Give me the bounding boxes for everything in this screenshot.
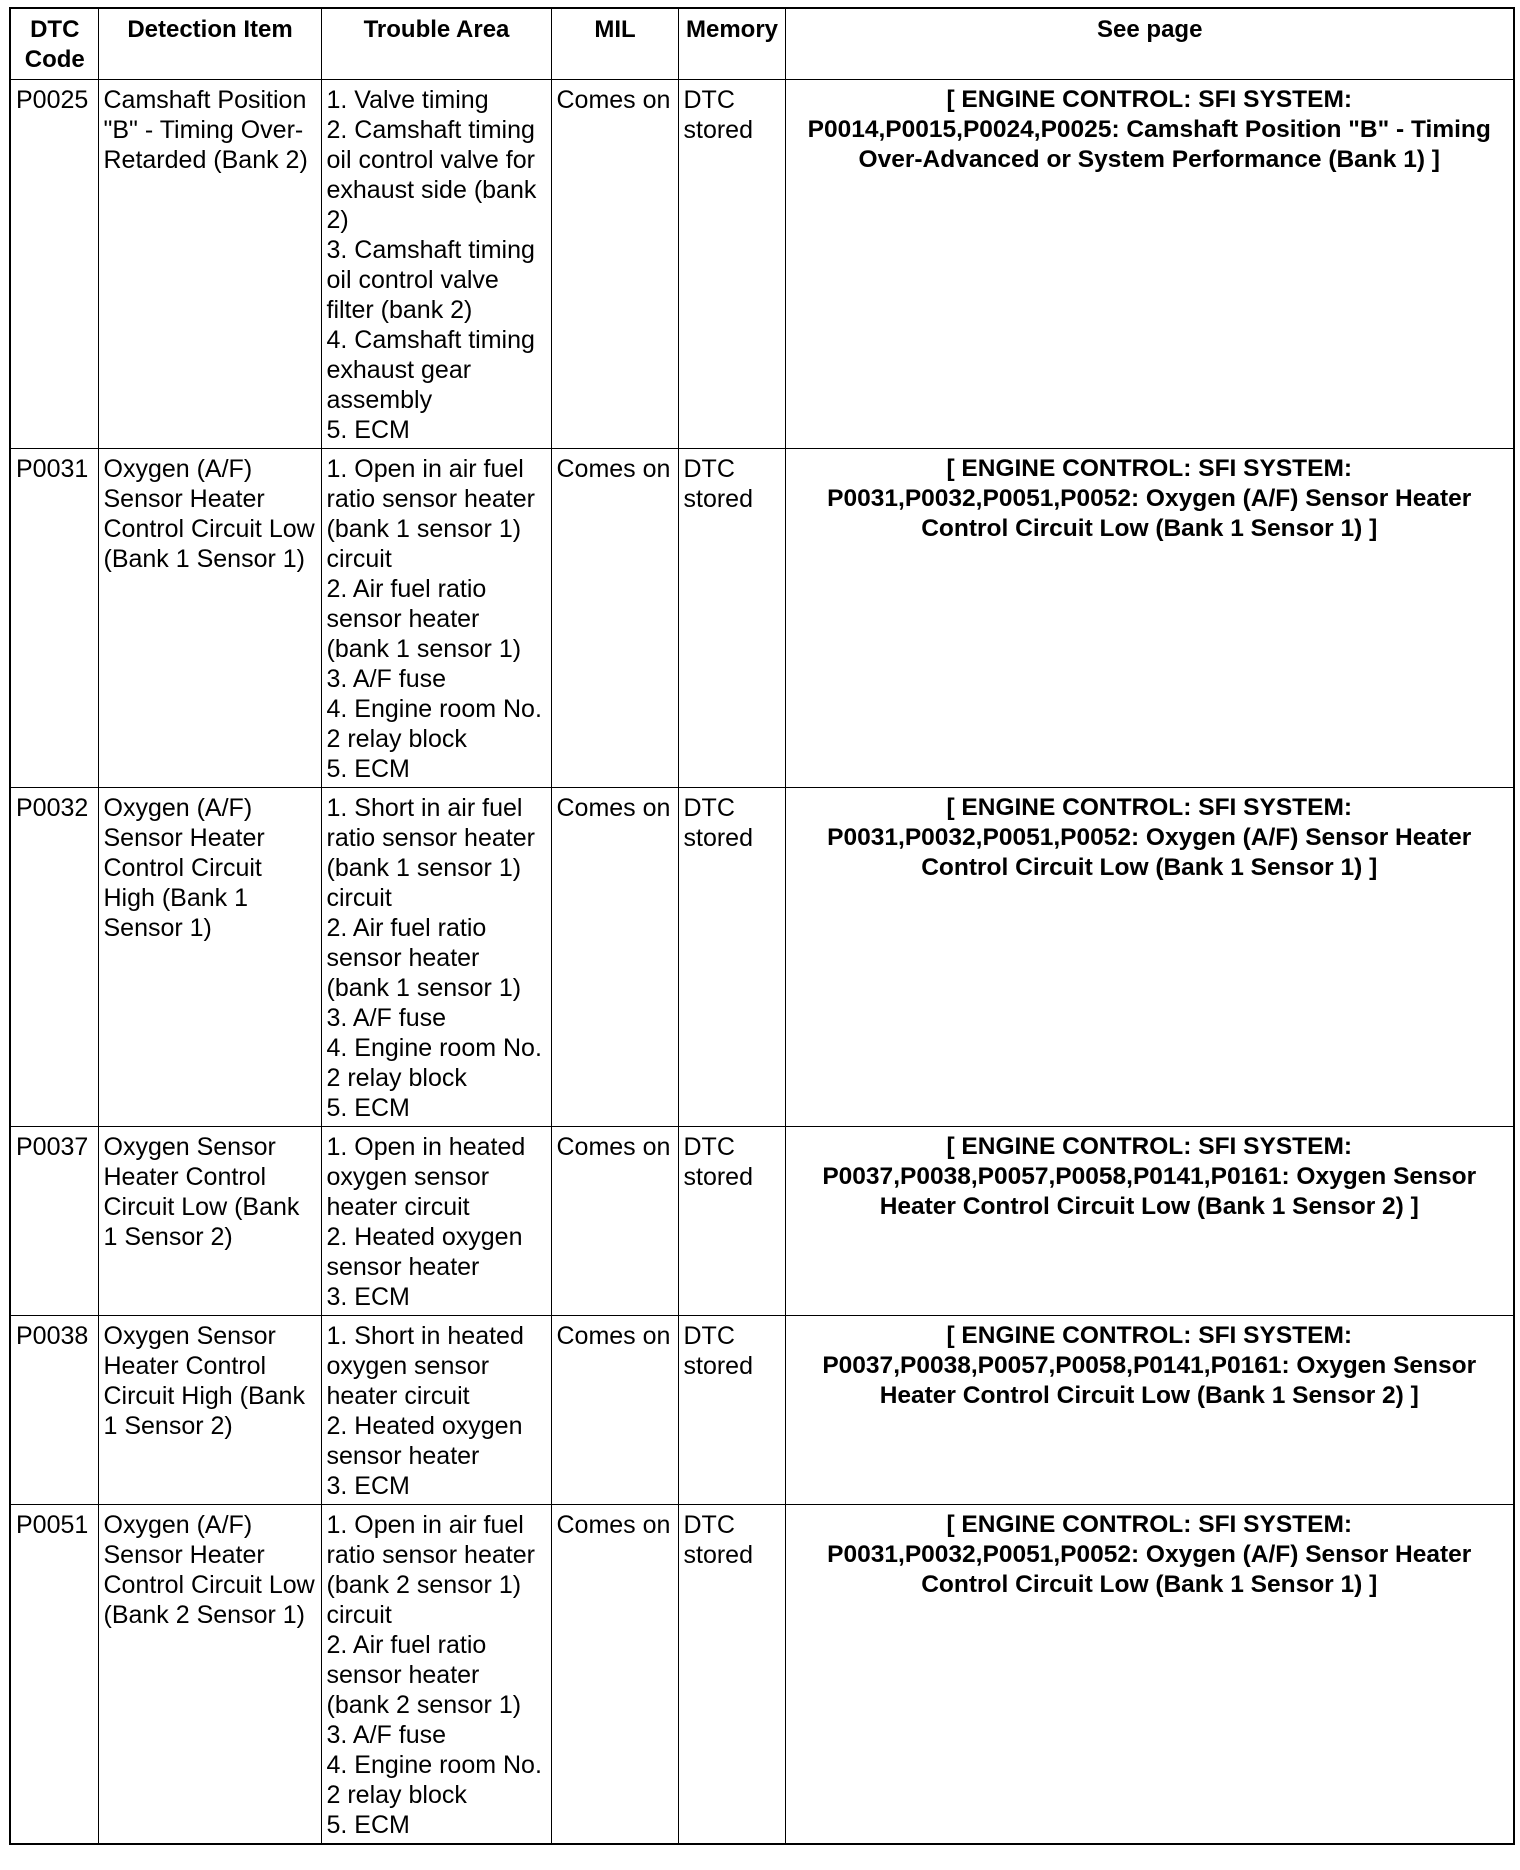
header-dtc-code: DTC Code [10, 8, 98, 80]
header-trouble-area: Trouble Area [321, 8, 551, 80]
see-page-link[interactable]: [ ENGINE CONTROL: SFI SYSTEM: P0037,P0038,P0057,P0058,P0141,P0161: Oxygen Sensor Heater Control Circuit Low (Bank 1 Sensor 2) ] [785, 1127, 1514, 1316]
dtc-code-cell: P0038 [10, 1316, 98, 1505]
mil-cell: Comes on [551, 1505, 678, 1845]
table-row [10, 80, 1514, 449]
mil-cell: Comes on [551, 788, 678, 1127]
memory-cell: DTC stored [678, 788, 785, 1127]
trouble-area-cell [321, 1316, 551, 1505]
see-page-link[interactable]: [ ENGINE CONTROL: SFI SYSTEM: P0031,P0032,P0051,P0052: Oxygen (A/F) Sensor Heater Control Circuit Low (Bank 1 Sensor 1) ] [785, 1505, 1514, 1845]
mil-cell: Comes on [551, 1316, 678, 1505]
trouble-area-item: 1. Short in air fuel ratio sensor heater (bank 1 sensor 1) circuit [326, 794, 535, 912]
memory-cell: DTC stored [678, 449, 785, 788]
dtc-table [9, 7, 1515, 1845]
memory-cell: DTC stored [678, 1316, 785, 1505]
header-see-page: See page [785, 8, 1514, 80]
detection-item-cell: Oxygen Sensor Heater Control Circuit High (Bank 1 Sensor 2) [98, 1316, 321, 1505]
dtc-code-cell: P0031 [10, 449, 98, 788]
table-row [10, 788, 1514, 1127]
detection-item-cell: Oxygen (A/F) Sensor Heater Control Circuit Low (Bank 2 Sensor 1) [98, 1505, 321, 1845]
trouble-area-cell [321, 80, 551, 449]
see-page-link[interactable]: [ ENGINE CONTROL: SFI SYSTEM: P0037,P0038,P0057,P0058,P0141,P0161: Oxygen Sensor Heater Control Circuit Low (Bank 1 Sensor 2) ] [785, 1316, 1514, 1505]
header-detection-item: Detection Item [98, 8, 321, 80]
memory-cell: DTC stored [678, 1505, 785, 1845]
see-page-link[interactable]: [ ENGINE CONTROL: SFI SYSTEM: P0031,P0032,P0051,P0052: Oxygen (A/F) Sensor Heater Control Circuit Low (Bank 1 Sensor 1) ] [785, 449, 1514, 788]
trouble-area-item: 2. Heated oxygen sensor heater [326, 1412, 523, 1470]
header-memory: Memory [678, 8, 785, 80]
mil-cell: Comes on [551, 80, 678, 449]
trouble-area-item: 4. Engine room No. 2 relay block [326, 1751, 542, 1809]
detection-item-cell: Oxygen Sensor Heater Control Circuit Low (Bank 1 Sensor 2) [98, 1127, 321, 1316]
trouble-area-item: 1. Open in air fuel ratio sensor heater (bank 2 sensor 1) circuit [326, 1511, 535, 1629]
trouble-area-item: 5. ECM [326, 416, 410, 444]
trouble-area-item: 1. Valve timing [326, 86, 489, 114]
trouble-area-item: 3. A/F fuse [326, 1004, 447, 1032]
trouble-area-item: 3. A/F fuse [326, 1721, 447, 1749]
trouble-area-item: 1. Short in heated oxygen sensor heater circuit [326, 1322, 524, 1410]
mil-cell: Comes on [551, 449, 678, 788]
table-row [10, 449, 1514, 788]
trouble-area-item: 1. Open in air fuel ratio sensor heater (bank 1 sensor 1) circuit [326, 455, 535, 573]
trouble-area-item: 1. Open in heated oxygen sensor heater circuit [326, 1133, 526, 1221]
trouble-area-item: 2. Camshaft timing oil control valve for exhaust side (bank 2) [326, 116, 537, 234]
trouble-area-cell [321, 1127, 551, 1316]
trouble-area-item: 3. A/F fuse [326, 665, 447, 693]
trouble-area-cell [321, 449, 551, 788]
trouble-area-item: 3. ECM [326, 1283, 410, 1311]
see-page-link[interactable]: [ ENGINE CONTROL: SFI SYSTEM: P0014,P0015,P0024,P0025: Camshaft Position "B" - Timing Over-Advanced or System Performance (Bank 1) ] [785, 80, 1514, 449]
trouble-area-item: 2. Air fuel ratio sensor heater (bank 2 sensor 1) [326, 1631, 522, 1719]
mil-cell: Comes on [551, 1127, 678, 1316]
header-mil: MIL [551, 8, 678, 80]
dtc-code-cell: P0032 [10, 788, 98, 1127]
trouble-area-item: 5. ECM [326, 1094, 410, 1122]
dtc-table-page [9, 7, 1513, 1845]
detection-item-cell: Oxygen (A/F) Sensor Heater Control Circuit High (Bank 1 Sensor 1) [98, 788, 321, 1127]
dtc-code-cell: P0037 [10, 1127, 98, 1316]
dtc-code-cell: P0025 [10, 80, 98, 449]
table-row [10, 1505, 1514, 1845]
table-header-row [10, 8, 1514, 80]
trouble-area-item: 5. ECM [326, 1811, 410, 1839]
trouble-area-item: 4. Engine room No. 2 relay block [326, 695, 542, 753]
trouble-area-item: 4. Camshaft timing exhaust gear assembly [326, 326, 535, 414]
table-body [10, 80, 1514, 1845]
trouble-area-cell [321, 1505, 551, 1845]
trouble-area-item: 3. Camshaft timing oil control valve filter (bank 2) [326, 236, 535, 324]
memory-cell: DTC stored [678, 80, 785, 449]
trouble-area-item: 3. ECM [326, 1472, 410, 1500]
trouble-area-cell [321, 788, 551, 1127]
see-page-link[interactable]: [ ENGINE CONTROL: SFI SYSTEM: P0031,P0032,P0051,P0052: Oxygen (A/F) Sensor Heater Control Circuit Low (Bank 1 Sensor 1) ] [785, 788, 1514, 1127]
trouble-area-item: 5. ECM [326, 755, 410, 783]
dtc-code-cell: P0051 [10, 1505, 98, 1845]
trouble-area-item: 2. Air fuel ratio sensor heater (bank 1 sensor 1) [326, 914, 522, 1002]
trouble-area-item: 4. Engine room No. 2 relay block [326, 1034, 542, 1092]
trouble-area-item: 2. Air fuel ratio sensor heater (bank 1 sensor 1) [326, 575, 522, 663]
memory-cell: DTC stored [678, 1127, 785, 1316]
detection-item-cell: Camshaft Position "B" - Timing Over-Retarded (Bank 2) [98, 80, 321, 449]
trouble-area-item: 2. Heated oxygen sensor heater [326, 1223, 523, 1281]
detection-item-cell: Oxygen (A/F) Sensor Heater Control Circuit Low (Bank 1 Sensor 1) [98, 449, 321, 788]
table-row [10, 1127, 1514, 1316]
table-row [10, 1316, 1514, 1505]
